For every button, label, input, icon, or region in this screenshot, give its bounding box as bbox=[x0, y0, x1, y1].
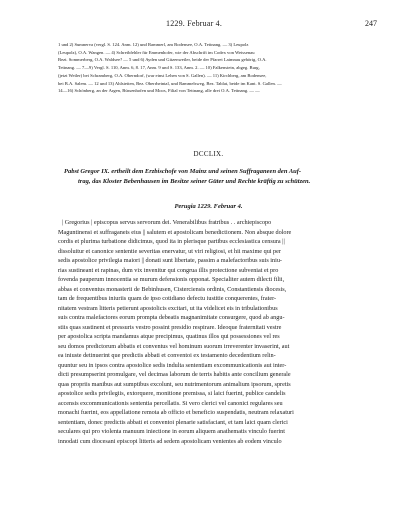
body-line: accensis excommunicationis sententia percellatis. Si vero clerici vel canonici regulares seu bbox=[58, 399, 283, 407]
body-line: quas propriis manibus aut sumptibus excolunt, seu nutrimentorum animalium ipsorum, spretis bbox=[58, 380, 291, 388]
body-line: sententiam, donec predictis abbati et conventoi plenarie satisfaciant, et tam laici quam clerici bbox=[58, 418, 288, 426]
page-number: 247 bbox=[365, 19, 377, 28]
body-line: ea iniuste detinuerint que predictis abbati et conventoi ex testamento decedentium relin- bbox=[58, 352, 276, 359]
body-line: seculares qui pro violenta manuum iniectione in eorum aliquem anathematis vinculo fuerint bbox=[58, 428, 285, 435]
body-line: Maguntinensi et suffraganeis eius || salutem et apostolicam benedictionem. Non absque dolore bbox=[58, 228, 292, 236]
body-line: dissoluitur et canonice sententie severitas enervatur, ut viri religiosi, et hii maxime qui per bbox=[58, 247, 281, 255]
document-body bbox=[58, 218, 380, 446]
body-line: seu domos predictorum abbatis et conventus vel hominum suorum irreverenter invaserint, aut bbox=[58, 342, 290, 350]
body-line: innodati cum diocesani episcopi litteris ad sedem apostolicam venientes ab eodem vinculo bbox=[58, 437, 282, 445]
footnote-line: (jetzt Weiler) bei Schramberg, O.A. Oberndorf, (war einst Lehen von S. Gallen). — 11) Kirchberg, am Bodensee, bbox=[58, 72, 267, 78]
body-line: | Gregorius | episcopus servus servorum dei. Venerabilibus fratribus . . archiepiscopo bbox=[62, 219, 272, 226]
running-head bbox=[0, 18, 417, 30]
body-line: cordis et plurima turbatione didicimus, quod ita in plerisque partibus ecclesiastica censura || bbox=[58, 238, 285, 245]
body-line: rias sustineant et rapinas, dum vix invenitur qui congrua illis protectione subveniat et pro bbox=[58, 266, 279, 274]
body-line: dicti presumpserint promulgare, vel decimas laborum de terris habitis ante concilium generale bbox=[58, 371, 291, 378]
body-line: abbas et conventus monasterii de Bebinhusen, Cisterciensis ordinis, Constantiensis diocesis, bbox=[58, 285, 287, 293]
body-line: monachi fuerint, eos appellatione remota ab officio et beneficio suspendatis, neutram relaxaturi bbox=[58, 409, 294, 416]
footnote-line: bei B.A. Salem. — 12 und 13) Ahlsteiten, Bez. Oberrheintal, und Rammelsweg, Bez. Tablat, beide im Kant. S. Gallen. — bbox=[58, 80, 282, 86]
summary-line: Pabst Gregor IX. ertheilt dem Erzbischofe von Mainz und seinen Suffraganeen den Auf- bbox=[64, 168, 302, 175]
footnotes bbox=[58, 41, 378, 95]
footnote-line: Bezt. Sommerberg, O.A. Waldsee? — 5 und 6) Ayden und Gitzenweiler, beide der Pfarrei Laimnau gehörig, O.A. bbox=[58, 57, 267, 63]
document-number: DCCLIX. bbox=[193, 150, 224, 158]
footnote-line: 14—16) Schönberg, an der Argen, Büssenhofen und Moos, Filial von Tettnang, alle drei O.A. Tettnang. — — bbox=[58, 88, 260, 94]
footnote-line: Tettnang. — 7—9) Vergl. S. 110, Anm. 6, 8. 17, Anm. 9 und S. 133, Anm. 2. — 10) Falkenstein, abgeg. Burg, bbox=[58, 65, 260, 71]
body-line: sedis apostolice privilegia maiori || donati sunt libertate, passim a malefactoribus suis iniu- bbox=[58, 257, 282, 264]
body-line: tam de frequentibus iniuriis quam de ipso cotidiano defectu iustitie conquerentes, frater- bbox=[58, 295, 277, 302]
running-head-title: 1229. Februar 4. bbox=[166, 19, 223, 28]
body-line: nitatem vestram litteris petierunt apostolicis excitari, ut ita videlicet eis in tribulationibus bbox=[58, 304, 278, 312]
body-line: stiis quas sustinent et pressuris vestro possint presidio respirare. Ideoque fraternitati vestre bbox=[58, 323, 282, 331]
body-line: apostolice sedis privilegiis, extorquere, monitione premissa, si laici fuerint, publice candelis bbox=[58, 390, 286, 397]
dateline: Perugia 1229. Februar 4. bbox=[174, 203, 243, 210]
body-line: per apostolica scripta mandamus atque precipimus, quatinus illos qui possessiones vel res bbox=[58, 333, 280, 340]
body-line: fovenda pauperum innocentia se murum defensionis opponat. Specialiter autem dilecti filii, bbox=[58, 276, 285, 283]
footnote-line: 1 und 2) Sumnerva (vergl. S. 124. Anm. 12) und Rammerl, am Bodensee, O.A. Tettnang. — 3) Leupolz bbox=[58, 42, 249, 47]
summary-line: trag, das Kloster Bebenhausen im Besitze seiner Güter und Rechte kräftig zu schützen. bbox=[78, 178, 311, 186]
footnote-line: (Leupolz), O.A. Wangen. — 4) Schreibfehler für Emmenhofer, wie der Abschrift im Codex von Weissenau bbox=[58, 49, 255, 55]
document-summary bbox=[64, 167, 374, 188]
body-line: quuntur seu in ipsos contra apostolice sedis indulta sententiam excommunicationis aut inter- bbox=[58, 361, 287, 369]
body-line: suis contra malefactores eorum prompta debeatis magnanimitate consurgere, quod ab angu- bbox=[58, 314, 285, 321]
